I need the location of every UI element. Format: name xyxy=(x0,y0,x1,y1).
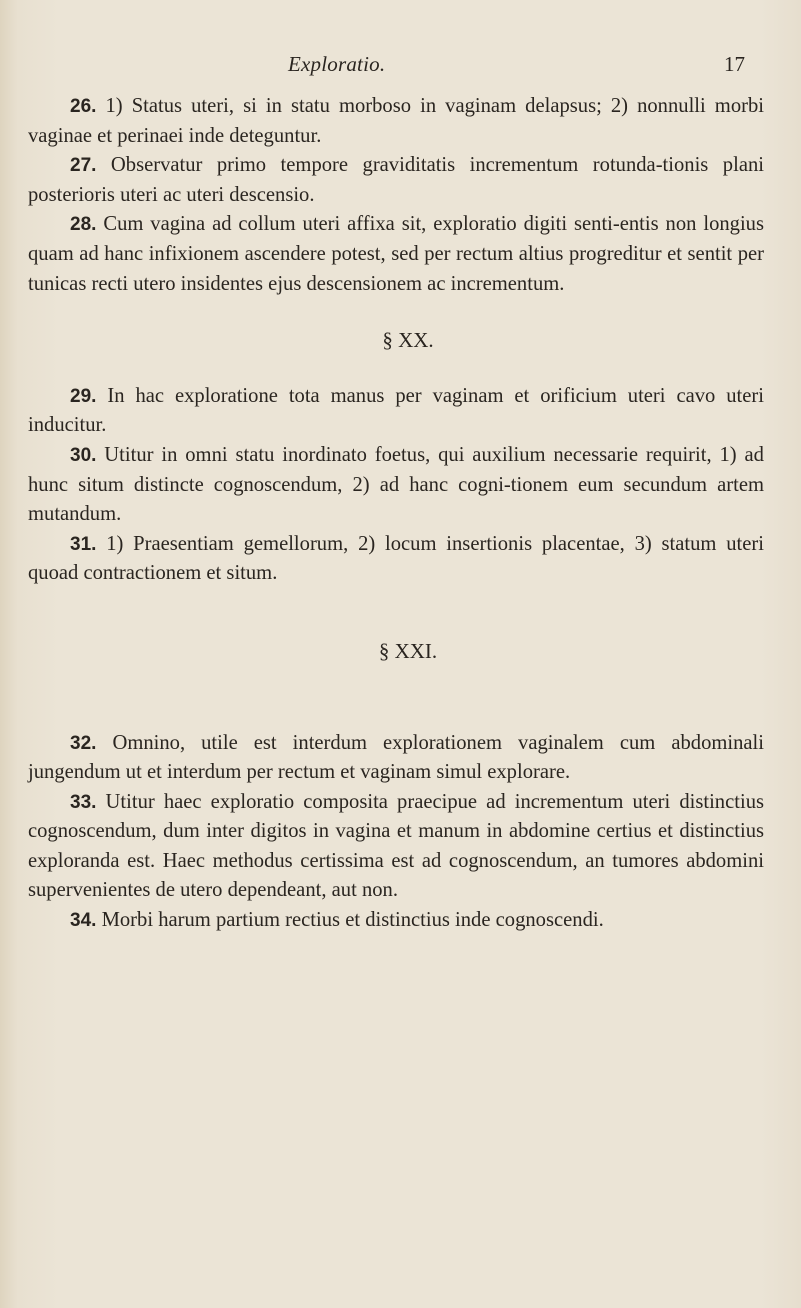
paragraph-number: 34. xyxy=(70,910,97,932)
paragraph-32 xyxy=(28,729,764,788)
paragraph-text: 1) Praesentiam gemellorum, 2) locum insertionis placentae, 3) statum uteri quoad contractionem et situm. xyxy=(28,532,764,585)
paragraph-number: 30. xyxy=(70,444,97,466)
body-text xyxy=(28,92,764,936)
section-heading-xxi: § XXI. xyxy=(378,638,438,663)
paragraph-30 xyxy=(28,441,764,530)
paragraph-text: Omnino, utile est interdum explorationem vaginalem cum abdominali jungendum ut et interdum per rectum et vaginam simul explorare. xyxy=(28,731,764,784)
paragraph-text: In hac exploratione tota manus per vaginam et orificium uteri cavo uteri inducitur. xyxy=(28,384,764,437)
paragraph-number: 29. xyxy=(70,385,97,407)
running-title: Exploratio. xyxy=(288,52,386,76)
paragraph-text: Cum vagina ad collum uteri affixa sit, exploratio digiti senti-entis non longius quam ad hanc infixionem ascendere potest, sed per rectum altius progreditur et sentit per tunicas recti utero insidentes ejus descensionem ac incrementum. xyxy=(28,213,764,295)
paragraph-29 xyxy=(28,382,764,441)
paragraph-text: Observatur primo tempore graviditatis incrementum rotunda-tionis plani posterioris uteri ac uteri descensio. xyxy=(28,154,764,206)
running-head xyxy=(0,52,801,80)
paragraph-27 xyxy=(28,151,764,210)
paragraph-number: 26. xyxy=(70,96,97,117)
paragraph-number: 28. xyxy=(70,214,97,236)
paragraph-text: 1) Status uteri, si in statu morboso in vaginam delapsus; 2) nonnulli morbi vaginae et perinaei inde deteguntur. xyxy=(28,95,765,147)
paragraph-26 xyxy=(28,92,764,151)
paragraph-text: Utitur in omni statu inordinato foetus, qui auxilium necessarie requirit, 1) ad hunc situm distincte cognoscendum, 2) ad hanc cogni-tionem eum secundum artem mutandum. xyxy=(28,443,764,526)
paragraph-34 xyxy=(28,906,764,936)
paragraph-text: Morbi harum partium rectius et distinctius inde cognoscendi. xyxy=(101,909,604,932)
paragraph-33 xyxy=(28,788,764,906)
page-number: 17 xyxy=(724,52,745,76)
paragraph-text: Utitur haec exploratio composita praecipue ad incrementum uteri distinctius cognoscendum, dum inter digitos in vagina et manum in abdomine certius et distinctius exploranda est. Haec methodus certissima est ad cognoscendum, an tumores abdomini supervenientes de utero dependeant, aut non. xyxy=(28,790,765,902)
paragraph-number: 27. xyxy=(70,155,97,177)
paragraph-number: 32. xyxy=(70,732,97,754)
paragraph-number: 31. xyxy=(70,533,97,555)
paragraph-31 xyxy=(28,530,764,589)
paragraph-number: 33. xyxy=(70,791,97,813)
section-heading-xx: § XX. xyxy=(382,328,434,353)
paragraph-28 xyxy=(28,210,764,299)
